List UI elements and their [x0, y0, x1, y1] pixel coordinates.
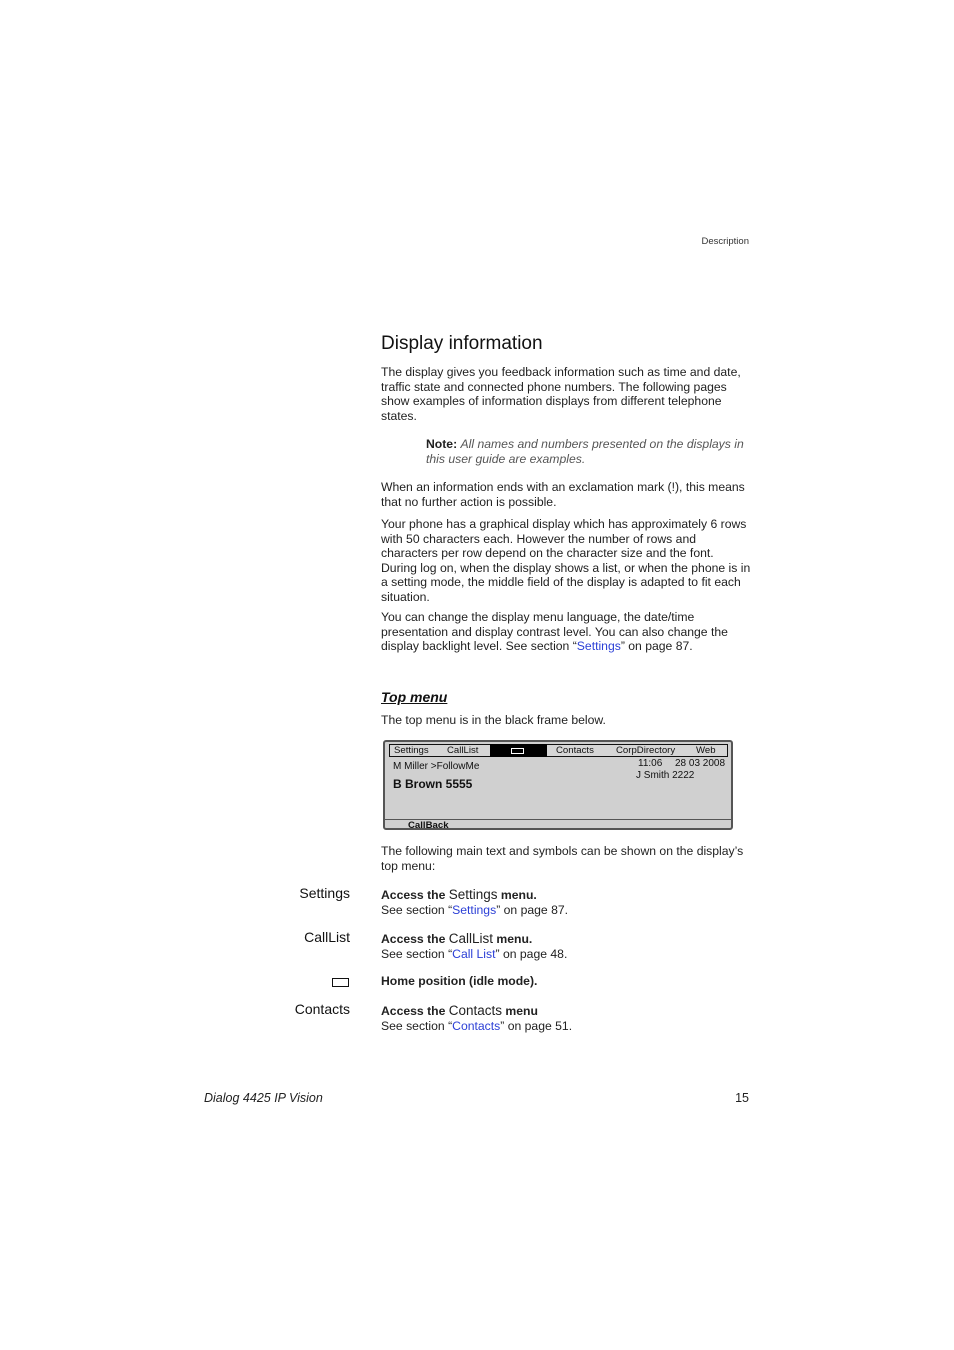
- top-menu-bar: [389, 744, 728, 757]
- home-tab: [490, 744, 547, 757]
- graphical-display-paragraph: Your phone has a graphical display which has approximately 6 rows with 50 characters each. However the number of rows and characters per row depend on the character size and the font. During log on, when the display shows a list, or when the phone is in a setting mode, the middle field of the display is adapted to fit each situation.: [381, 517, 751, 604]
- display-time: 11:06: [638, 758, 663, 769]
- intro-paragraph: The display gives you feedback information such as time and date, traffic state and connected phone numbers. The following pages show examples of information displays from different telephone states.: [381, 365, 741, 423]
- text: Access the: [381, 888, 449, 902]
- page-title: Display information: [381, 333, 543, 354]
- running-header: Description: [701, 236, 749, 247]
- text: ” on page 87.: [496, 903, 569, 917]
- definition-see: [381, 1019, 751, 1034]
- term-settings: Settings: [299, 885, 350, 901]
- display-date: 28 03 2008: [675, 758, 726, 769]
- tab-settings: Settings: [394, 745, 429, 756]
- tab-contacts: Contacts: [556, 745, 594, 756]
- tab-corpdirectory: CorpDirectory: [616, 745, 676, 756]
- display-line-right-2: J Smith 2222: [636, 770, 695, 781]
- term-contacts: Contacts: [294, 1001, 350, 1017]
- definition-heading: [381, 1003, 751, 1019]
- definition-heading: Home position (idle mode).: [381, 974, 538, 988]
- text: ” on page 51.: [500, 1019, 573, 1033]
- definition-calllist: [381, 931, 751, 962]
- softkey-callback: CallBack: [408, 820, 449, 831]
- definition-heading: [381, 931, 751, 947]
- text: ” on page 48.: [495, 947, 568, 961]
- contacts-link[interactable]: Contacts: [452, 1019, 501, 1033]
- phone-display: [383, 740, 733, 830]
- display-line-1: M Miller >FollowMe: [393, 761, 480, 772]
- text: menu: [502, 1004, 538, 1018]
- page-number: 15: [735, 1091, 749, 1105]
- term-calllist: CallList: [304, 929, 350, 945]
- note-text: All names and numbers presented on the displays in this user guide are examples.: [426, 437, 744, 466]
- text: CallList: [448, 931, 494, 946]
- tab-web: Web: [696, 745, 716, 756]
- definition-contacts: [381, 1003, 751, 1034]
- definition-see: [381, 947, 751, 962]
- text: ” on page 87.: [620, 639, 693, 654]
- definition-see: [381, 903, 751, 918]
- text: Settings: [448, 887, 498, 902]
- top-menu-intro: The top menu is in the black frame below.: [381, 713, 606, 727]
- text: See section “: [381, 903, 453, 917]
- display-main-line: B Brown 5555: [393, 777, 473, 791]
- text: See section “: [381, 1019, 453, 1033]
- text: See section “: [381, 947, 453, 961]
- language-paragraph: [381, 610, 751, 654]
- note-label: Note:: [426, 437, 458, 451]
- text: You can change the display menu language, the date/time presentation and display contrast level. You can also change the display backlight level. See section “: [381, 610, 728, 654]
- settings-link[interactable]: Settings: [452, 903, 497, 917]
- exclamation-paragraph: When an information ends with an exclamation mark (!), this means that no further action is possible.: [381, 480, 745, 509]
- note: [426, 437, 752, 467]
- top-menu-heading: Top menu: [381, 689, 448, 705]
- definition-home: [381, 974, 751, 989]
- text: Contacts: [448, 1003, 503, 1018]
- top-menu-after: The following main text and symbols can be shown on the display’s top menu:: [381, 844, 744, 873]
- text: Access the: [381, 932, 449, 946]
- tab-calllist: CallList: [447, 745, 479, 756]
- call-list-link[interactable]: Call List: [452, 947, 496, 961]
- definition-settings: [381, 887, 751, 918]
- home-icon: [332, 978, 349, 987]
- definition-heading: [381, 887, 751, 903]
- footer-product: Dialog 4425 IP Vision: [204, 1091, 323, 1105]
- text: menu.: [493, 932, 533, 946]
- softkey-bar: [385, 819, 731, 831]
- home-icon: [511, 748, 524, 754]
- settings-link[interactable]: Settings: [576, 639, 621, 654]
- text: Access the: [381, 1004, 449, 1018]
- text: menu.: [497, 888, 537, 902]
